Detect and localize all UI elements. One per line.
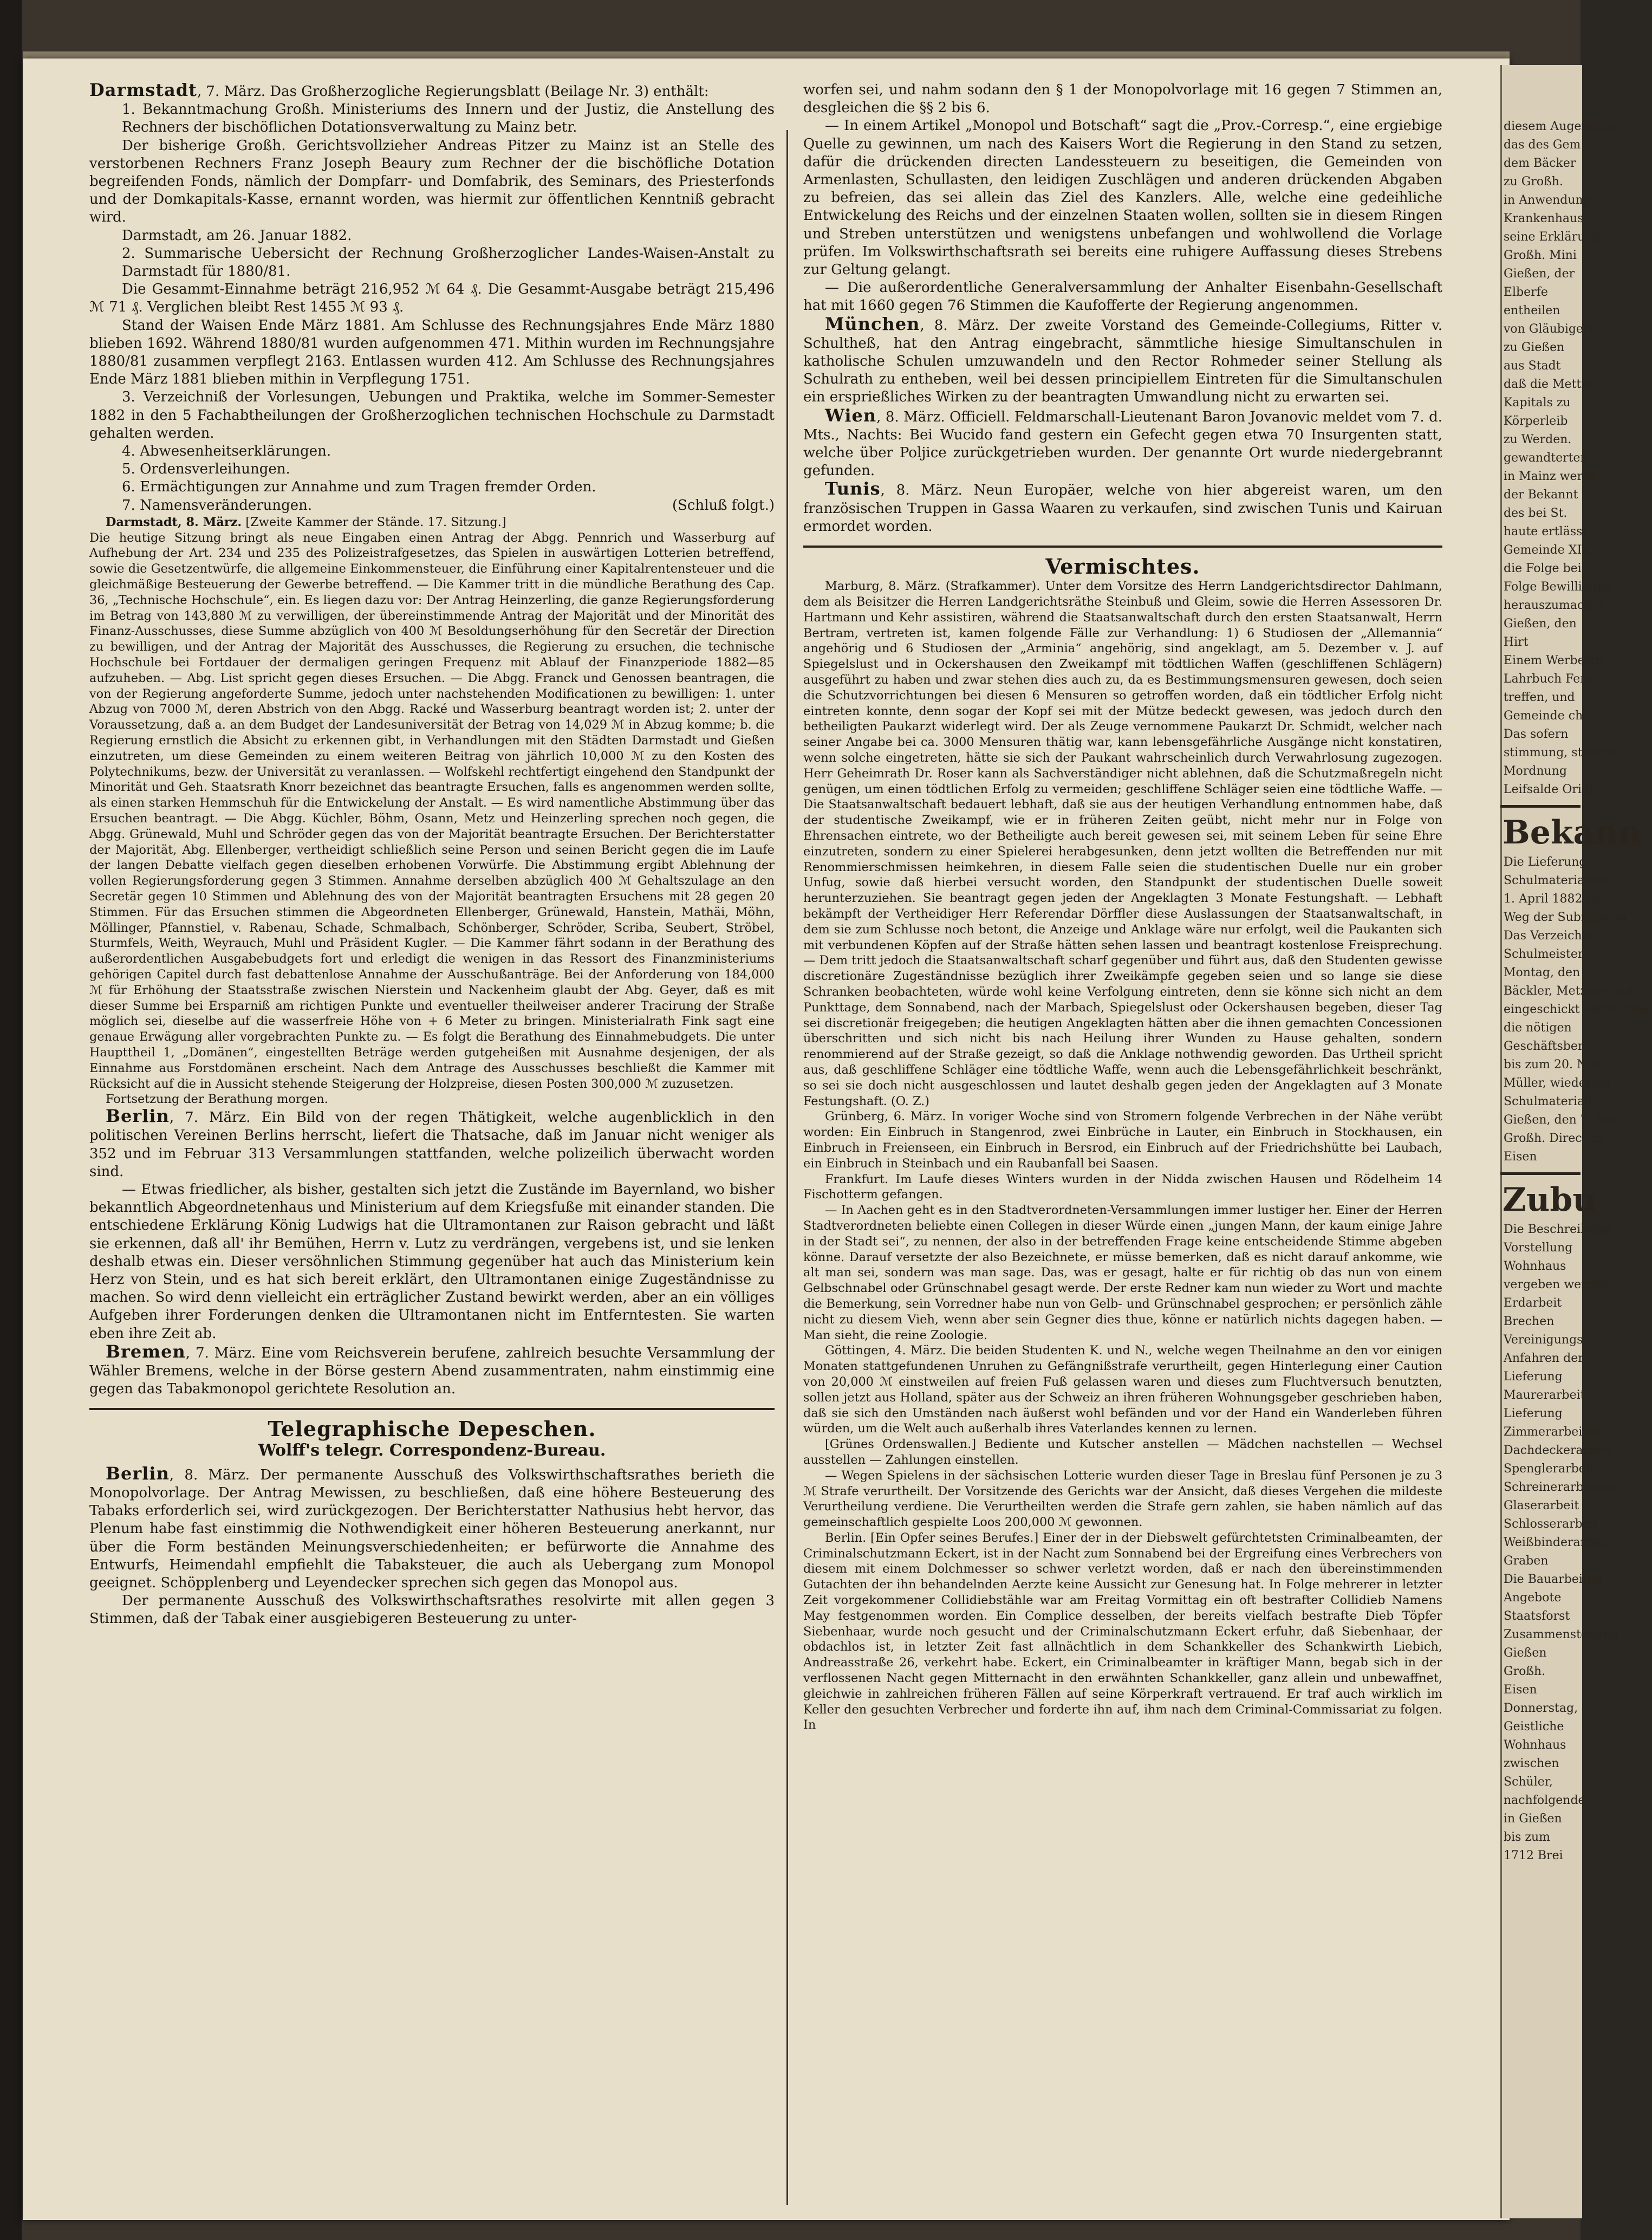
strip-fragment: Eisen [1504, 1683, 1537, 1697]
dateline-tunis: Tunis [825, 478, 881, 499]
telegraph-section-subtitle: Wolff's telegr. Correspondenz-Bureau. [258, 1440, 606, 1460]
article-text: , 7. März. Ein Bild von der regen Thätigkeit, welche augenblicklich in den politischen Vereinen Berlins herrscht, liefert die Thatsache, daß im Januar nicht weniger als 352 und im Februar 313 Versammlungen stattfanden, welche polizeilich überwacht worden sind. [89, 1109, 775, 1180]
strip-fragment: diesem Augenblick [1504, 120, 1618, 133]
strip-heading: Bekann [1503, 814, 1642, 852]
gazette-item: 1. Bekanntmachung Großh. Ministeriums des Innern und der Justiz, die Anstellung des Rechners der bischöflichen Dotationsverwaltung zu Mainz betr. [122, 101, 775, 136]
strip-rule [1500, 805, 1581, 808]
berlin-report [89, 1107, 775, 1181]
chamber-report-text: Die heutige Sitzung bringt als neue Eingaben einen Antrag der Abgg. Pennrich und Wasserburg auf Aufhebung der Art. 234 und 235 des Polizeistrafgesetzes, das Spielen in auswärtigen Lotterien betreffend, sowie die Gesetzentwürfe, die allgemeine Einkommensteuer, die Einführung einer Kapitalrentensteuer und die gleichmäßige Besteuerung der Gewerbe betreffend. — Die Kammer tritt in die mündliche Berathung des Cap. 36, „Technische Hochschule“, ein. Es liegen dazu vor: Der Antrag Heinzerling, die ganze Regierungsforderung im Betrag von 143,880 ℳ zu verwilligen, der übereinstimmende Antrag der Majorität und der Minorität des Finanz-Ausschusses, diese Summe abzüglich von 400 ℳ Besoldungserhöhung für den Secretär der Direction zu bewilligen, und der Antrag der Majorität des Ausschusses, die Regierung zu ersuchen, die technische Hochschule bei Fortdauer der dermaligen geringen Frequenz mit Ablauf der Finanzperiode 1882—85 aufzuheben. — Abg. List spricht gegen dieses Ersuchen. — Die Abgg. Franck und Genossen beantragen, die von der Regierung angeforderte Summe, jedoch unter nachstehenden Modificationen zu bewilligen: 1. unter Abzug von 7000 ℳ, deren Abstrich von den Abgg. Racké und Wasserburg beantragt worden ist; 2. unter der Voraussetzung, daß a. an dem Budget der Landesuniversität der Betrag von 14,029 ℳ in Abzug komme; b. die Regierung ernstlich die Absicht zu erkennen gibt, in Verhandlungen mit den Städten Darmstadt und Gießen einzutreten, um diese Gemeinden zu einem weiteren Beitrag von jährlich 10,000 ℳ zu den Kosten des Polytechnikums, bezw. der Universität zu veranlassen. — Wolfskehl rechtfertigt eingehend den Standpunkt der Minorität und Geh. Staatsrath Knorr bezeichnet das beantragte Ersuchen, falls es angenommen werden sollte, als einen starken Hemmschuh für die Entwickelung der Anstalt. — Es wird namentliche Abstimmung über das Ersuchen beantragt. — Die Abgg. Küchler, Böhm, Osann, Metz und Heinzerling sprechen noch gegen, die Abgg. Grünewald, Muhl und Schröder gegen das von der Majorität beantragte Ersuchen. Der Berichterstatter der Majorität, Abg. Ellenberger, vertheidigt schließlich seine Person und seinen Bericht gegen die im Laufe der langen Debatte vielfach gegen dieselben erhobenen Vorwürfe. Die Abstimmung ergibt Ablehnung der vollen Regierungsforderung gegen 3 Stimmen. Annahme derselben abzüglich 400 ℳ Gehaltszulage an den Secretär gegen 10 Stimmen und Ablehnung des von der Majorität beantragten Ersuchens mit 28 gegen 20 Stimmen. Für das Ersuchen stimmen die Abgeordneten Ellenberger, Grünewald, Hanstein, Mathäi, Möhn, Möllinger, Pfannstiel, v. Rabenau, Schade, Schmalbach, Schönberger, Schröder, Scriba, Seubert, Ströbel, Sturmfels, Weith, Weyrauch, Muhl und Präsident Kugler. — Die Kammer fährt sodann in der Berathung des außerordentlichen Ausgabebudgets fort und erledigt die wenigen in das Ressort des Finanzministeriums gehörigen Capitel durch fast debattenlose Annahme der Ausschußanträge. Bei der Anforderung von 184,000 ℳ für Erhöhung der Staatsstraße zwischen Nierstein und Nackenheim glaubt der Abg. Geyer, daß es mit dieser Summe bei Ersparniß am richtigen Punkte und eventueller theilweiser anderer Tracirung der Straße möglich sei, dieselbe auf die wasserfreie Höhe von + 6 Meter zu bringen. Ministerialrath Fink sagt eine genaue Erwägung aller vorgebrachten Punkte zu. — Es folgt die Berathung des Einnahmebudgets. Die unter Haupttheil 1, „Domänen“, eingestellten Beträge werden gutgeheißen mit Ausnahme desjenigen, der als Einnahme aus Forstdomänen erscheint. Nach dem Antrage des Ausschusses beschließt die Kammer mit Rücksicht auf die in Aussicht stehende Steigerung der Holzpreise, diesen Posten 300,000 ℳ zuzusetzen. [89, 530, 775, 1091]
gazette-item [122, 497, 775, 515]
strip-fragment: Die Beschreibung [1504, 1223, 1611, 1236]
strip-fragment: Maurerarbeit [1504, 1388, 1585, 1402]
adjacent-page-fragments [1500, 65, 1652, 2218]
strip-fragment: Zusammenstellung [1504, 1628, 1619, 1641]
wien-report [803, 407, 1442, 481]
strip-fragment: Zimmerarbeiten [1504, 1425, 1602, 1439]
goettingen-report: Göttingen, 4. März. Die beiden Studenten K. und N., welche wegen Theilnahme an den vor einigen Monaten stattgefundenen Unruhen zu Gefängnißstrafe verurtheilt, gegen Hinterlegung einer Caution von 20,000 ℳ einstweilen auf freien Fuß gelassen waren und dieses zum Fluchtversuch benutzten, sollen jetzt aus Holland, später aus der Schweiz an ihren früheren Wohnungsgeber geschrieben haben, daß sie sich den Umständen nach äußerst wohl befänden und vor der Hand ein Wanderleben führen würden, um die Welt auch außerhalb ihres Vaterlandes kennen zu lernen. [803, 1343, 1442, 1436]
strip-fragment: Geschäftsber [1504, 1040, 1584, 1053]
section-rule [803, 546, 1442, 548]
strip-rule [1500, 1172, 1581, 1175]
strip-fragment: das des Gem [1504, 138, 1581, 152]
article-text: , 8. März. Der zweite Vorstand des Gemeinde-Collegiums, Ritter v. Schultheß, hat den Antrag eingebracht, sämmtliche hiesige Simultanschulen in katholische Schulen umzuwandeln und den Rector Rohmeder seiner Stellung als Schulrath zu entheben, weil bei dessen principiellem Eintreten für die Simultanschulen ein ersprießliches Wirken zu der beantragten Umwandlung nicht zu erwarten sei. [803, 317, 1442, 406]
strip-fragment: Leifsalde Origi [1504, 783, 1594, 796]
binding-edge [0, 0, 22, 2240]
column-divider [786, 130, 788, 2205]
right-column [803, 81, 1442, 1733]
frankfurt-report: Frankfurt. Im Laufe dieses Winters wurden in der Nidda zwischen Hausen und Rödelheim 14 Fischotterm gefangen. [803, 1172, 1442, 1202]
strip-heading: Zubu [1503, 1181, 1596, 1219]
breslau-report: — Wegen Spielens in der sächsischen Lotterie wurden dieser Tage in Breslau fünf Personen je zu 3 ℳ Strafe verurtheilt. Der Vorsitzende des Gerichts war der Ansicht, daß dieses Vergehen die mildeste Verurtheilung verdiene. Die Verurtheilten werden die Strafe gern zahlen, sie haben nämlich auf das gemeinschaftlich gespielte Loos 200,000 ℳ gewonnen. [803, 1468, 1442, 1530]
strip-fragment: die Folge bei [1504, 562, 1582, 575]
strip-fragment: eingeschickt verzeichnis [1504, 1003, 1652, 1016]
ordenswallen-note: [Grünes Ordenswallen.] Bediente und Kutscher anstellen — Mädchen nachstellen — Wechsel ausstellen — Zahlungen einstellen. [803, 1437, 1442, 1467]
strip-fragment: des bei St. [1504, 507, 1568, 520]
chamber-session-title: [Zweite Kammer der Stände. 17. Sitzung.] [245, 515, 506, 529]
strip-fragment: Wohnhaus [1504, 1738, 1566, 1752]
strip-fragment: Montag, den [1504, 966, 1581, 979]
strip-fragment: stimmung, stammt [1504, 746, 1617, 759]
gazette-item: 4. Abwesenheitserklärungen. [122, 443, 331, 460]
left-column [89, 81, 775, 1628]
strip-fragment: Folge Bewilligung [1504, 580, 1613, 594]
strip-fragment: Die Bauarbeiten [1504, 1573, 1602, 1586]
telegraph-section-title: Telegraphische Depeschen. [268, 1417, 596, 1442]
dateline-wien: Wien [825, 405, 877, 426]
strip-fragment: Müller, wiederum [1504, 1076, 1611, 1090]
monopol-article: — In einem Artikel „Monopol und Botschaft“ sagt die „Prov.-Corresp.“, eine ergiebige Quelle zu gewinnen, um nach des Kaisers Wort die Regierung in den Stand zu setzen, dafür die drückenden directen Landessteuern zu beseitigen, die Gemeinden von Armenlasten, Schullasten, den leidigen Zuschlägen und anderen drückenden Abgaben zu befreien, das sei allein das Ziel des Kanzlers. Alle, welche eine gedeihliche Entwickelung des Reichs und der einzelnen Staaten wollen, sollten sie in diesem Ringen und Streben unterstützen und wenigstens unbefangen und wohlwollend die Vorlage prüfen. Im Volkswirthschaftsrath sei bereits eine ruhigere Auffassung dieses Strebens zur Geltung gelangt. [803, 118, 1442, 278]
strip-fragment: 1712 Brei [1504, 1849, 1563, 1862]
strip-fragment: 1. April 1882 ist [1504, 892, 1601, 906]
strip-fragment: Dachdeckerarbeit [1504, 1444, 1612, 1457]
chamber-report-footer: Fortsetzung der Berathung morgen. [106, 1092, 328, 1107]
strip-fragment: Gemeinde ch [1504, 709, 1583, 723]
chamber-report-header [89, 515, 775, 530]
strip-fragment: gewandterten [1504, 451, 1588, 465]
muenchen-report [803, 315, 1442, 407]
strip-fragment: Mordnung [1504, 764, 1567, 778]
strip-fragment: Hirt [1504, 635, 1529, 649]
strip-fragment: vergeben werden [1504, 1278, 1609, 1291]
strip-fragment: dem Bäcker [1504, 157, 1576, 170]
strip-fragment: Großh. Direction [1504, 1132, 1606, 1145]
strip-fragment: Gemeinde XIV. [1504, 543, 1592, 557]
strip-fragment: Großh. [1504, 1665, 1546, 1678]
strip-fragment: Schulmeistere [1504, 947, 1591, 961]
marburg-report: Marburg, 8. März. (Strafkammer). Unter dem Vorsitze des Herrn Landgerichtsdirector Dahlmann, dem als Beisitzer die Herren Landgerichtsräthe Steinbuß und Gleim, sowie die Herren Assessoren Dr. Hartmann und Kehr assistiren, während die Staatsanwaltschaft durch den ersten Staatsanwalt, Herrn Bertram, vertreten ist, kamen folgende Fälle zur Verhandlung: 1) 6 Studiosen der „Allemannia“ angehörig und 6 Studiosen der „Arminia“ angehörig, sind angeklagt, am 5. Dezember v. J. auf Spiegelslust und in Ockershausen den Zweikampf mit tödtlichen Waffen (geschliffenen Schlägern) ausgeführt zu haben und zwar stehen dies auch zu, da es Bestimmungsmensuren gewesen, doch seien die Schutzvorrichtungen bei diesen 6 Mensuren so getroffen worden, daß ein tödtlicher Erfolg nicht eintreten konnte, denn sogar der Kopf sei mit der Mütze bedeckt gewesen, was jedoch durch den betheiligten Paukarzt widerlegt wird. Der als Zeuge vernommene Paukarzt Dr. Schmidt, welcher nach seiner Angabe bei ca. 3000 Mensuren thätig war, kann lebensgefährliche Ausgänge nicht konstatiren, wenn solche eingetreten, hätte sie sich der Paukant wahrscheinlich durch Verwahrlosung zugezogen. Herr Geheimrath Dr. Roser kann als Sachverständiger nicht ablehnen, daß die Schutzmaßregeln nicht genügen, um einen tödtlichen Erfolg zu vermeiden; geschliffene Schläger seien eine tödtliche Waffe. — Die Staatsanwaltschaft bedauert lebhaft, daß sie aus der heutigen Verhandlung entnommen habe, daß der studentische Zweikampf, wie er in früheren Zeiten geübt, nicht mehr nur in Folge von Ehrensachen eintrete, wo der Betheiligte auch bereit gewesen sei, mit seinem Leben für seine Ehre einzutreten, sondern zu einer Spielerei herabgesunken, denn jetzt wollten die Betreffenden nur mit Renommierschmissen heimkehren, in diesem Falle seien die studentischen Duelle nur ein grober Unfug, sowie daß hierbei versucht worden, den Standpunkt der studentischen Duelle soweit herunterzuziehen. Sie beantragt gegen jeden der Angeklagten 3 Monate Festungshaft. — Lebhaft bekämpft der Vertheidiger Herr Referendar Dörffler diese Auslassungen der Staatsanwaltschaft, in dem sie zum Schlusse noch betont, die Anzeige und Anklage wäre nur erfolgt, weil die Paukanten sich mit verbundenen Köpfen auf der Straße hätten sehen lassen und beantragt kostenlose Freisprechung. — Dem tritt jedoch die Staatsanwaltschaft scharf gegenüber und führt aus, daß den Studenten gewisse discretionäre Zugeständnisse bezüglich ihrer Zweikämpfe gegeben seien und so lange sie diese Schranken beobachteten, würde wohl keine Verfolgung eintreten, denn sie könne sich nicht an dem Punkttage, dem Sonnabend, nach der Marbach, Spiegelslust oder Ockershausen begeben, dieser Tag sei discretionär freigegeben; die heutigen Angeklagten hätten aber die ihnen gemachten Concessionen überschritten und sich nicht bis nach Heilung ihrer Wunden zu Hause gehalten, sondern renommierend auf der Straße gezeigt, so daß die Anklage nothwendig geworden. Das Urtheil spricht aus, daß geschliffene Schläger eine tödtliche Waffe, wenn auch die Lebensgefährlichkeit beschränkt, so sei sie doch nicht ausgeschlossen und lautet deshalb gegen jeden der Angeklagten auf 3 Monate Festungshaft. (O. Z.) [803, 579, 1442, 1108]
strip-fragment: entheilen [1504, 304, 1560, 317]
strip-fragment: Graben [1504, 1554, 1549, 1568]
strip-fragment: zu Großh. [1504, 175, 1563, 189]
gruenberg-report: Grünberg, 6. März. In voriger Woche sind von Stromern folgende Verbrechen in der Nähe verübt worden: Ein Einbruch in Stangenrod, zwei Einbrüche in Lauter, ein Einbruch in Stockhausen, ein Einbruch in Freienseen, ein Einbruch in Bersrod, ein Einbruch auf der Friedrichshütte bei Laubach, ein Einbruch in Steinbach und ein Raubanfall bei Saasen. [803, 1109, 1442, 1171]
strip-fragment: Elberfe [1504, 285, 1548, 299]
strip-fragment: Weg der Submission [1504, 911, 1627, 924]
strip-fragment: haute ertlässt [1504, 525, 1588, 538]
strip-fragment: zu Gießen [1504, 341, 1565, 354]
gazette-item-text: 7. Namensveränderungen. [122, 497, 313, 514]
strip-fragment: Die Lieferung [1504, 855, 1587, 869]
gazette-item: 6. Ermächtigungen zur Annahme und zum Tragen fremder Orden. [122, 479, 596, 496]
article-text: , 8. März. Officiell. Feldmarschall-Lieutenant Baron Jovanovic meldet vom 7. d. Mts., Nachts: Bei Wucido fand gestern ein Gefecht gegen etwa 70 Insurgenten statt, welche über Poljice zurückgetrieben wurden. Der genannte Ort wurde niedergebrannt gefunden. [803, 408, 1442, 479]
section-rule [89, 1408, 775, 1410]
strip-fragment: in Gießen [1504, 1812, 1562, 1826]
strip-fragment: Spenglerarbeit [1504, 1462, 1595, 1476]
misc-articles [803, 579, 1442, 1733]
gazette-item: Der bisherige Großh. Gerichtsvollzieher Andreas Pitzer zu Mainz ist an Stelle des verstorbenen Rechners Franz Joseph Beaury zum Rechner der die bischöfliche Dotation begreifenden Fonds, nämlich der Dompfarr- und Domfabrik, des Seminars, des Priesterfonds und der Domkapitals-Kasse, ernannt worden, was hiermit zur öffentlichen Kenntniß gebracht wird. [89, 137, 775, 226]
strip-fragment: Krankenhaus [1504, 212, 1584, 225]
strip-fragment: Wohnhaus [1504, 1259, 1566, 1273]
strip-fragment: Lahrbuch Ferm [1504, 672, 1597, 686]
strip-fragment: Donnerstag, [1504, 1702, 1578, 1715]
strip-fragment: Angebote [1504, 1591, 1562, 1605]
strip-fragment: Gießen, der [1504, 267, 1575, 281]
strip-fragment: die nötigen [1504, 1021, 1572, 1035]
strip-fragment: Erdarbeit [1504, 1296, 1562, 1310]
gazette-items [89, 101, 775, 515]
strip-fragment: Schüler, [1504, 1775, 1553, 1789]
strip-fragment: in Anwendung [1504, 193, 1591, 207]
strip-fragment: Gießen, den [1504, 617, 1577, 631]
strip-fragment: der Bekannt [1504, 488, 1578, 502]
misc-section-title: Vermischtes. [1045, 554, 1200, 579]
strip-fragment: Anfahren der [1504, 1352, 1584, 1365]
strip-fragment: bis zum [1504, 1830, 1551, 1844]
strip-fragment: daß die Mettin [1504, 378, 1593, 391]
strip-fragment: Schulmateriali [1504, 1095, 1592, 1108]
dateline-bremen: Bremen [106, 1341, 186, 1362]
strip-fragment: Bäckler, Metzger und [1504, 984, 1634, 998]
strip-fragment: Gießen, den 7. Ma [1504, 1113, 1615, 1127]
gazette-item: Stand der Waisen Ende März 1881. Am Schlusse des Rechnungsjahres Ende März 1880 blieben 1692. Während 1880/81 wurden aufgenommen 471. Mithin wurden im Rechnungsjahre 1880/81 zusammen verpflegt 2163. Entlassen wurden 412. Am Schlusse des Rechnungsjahres Ende März 1881 blieben mithin in Verpflegung 1751. [89, 317, 775, 388]
dateline-berlin-telegraph: Berlin [106, 1463, 170, 1484]
gazette-item: Darmstadt, am 26. Januar 1882. [122, 227, 352, 244]
gazette-item: 2. Summarische Uebersicht der Rechnung Großherzoglicher Landes-Waisen-Anstalt zu Darmstadt für 1880/81. [122, 245, 775, 280]
gazette-item: Die Gesammt-Einnahme beträgt 216,952 ℳ 64 ₰. Die Gesammt-Ausgabe beträgt 215,496 ℳ 71 ₰. Verglichen bleibt Rest 1455 ℳ 93 ₰. [89, 281, 775, 316]
strip-fragment: Brechen [1504, 1315, 1555, 1328]
strip-fragment: Vereinigungs [1504, 1333, 1583, 1347]
aachen-report: — In Aachen geht es in den Stadtverordneten-Versammlungen immer lustiger her. Einer der Herren Stadtverordneten beliebte einen Collegen in dieser Würde einen „jungen Mann, der kaum einige Jahre in der Stadt sei“, zu nennen, der also in der betreffenden Frage keine entscheidende Stimme abgeben könne. Darauf versetzte der also Bezeichnete, er müsse bemerken, daß es nicht darauf ankomme, wie alt man sei, sondern was man sage. Das, was er gesagt, halte er für richtig ob das nun von einem Gelbschnabel oder Grünschnabel gesagt werde. Der erste Redner kam nun wieder zu Wort und machte die Bemerkung, sein Vorredner habe nun von Gelb- und Grünschnabel gesprochen; er persönlich zähle nicht zu diesem Vieh, wenn aber sein Gegner dies thue, könne er natürlich nichts dagegen haben. — Man sieht, die reine Zoologie. [803, 1203, 1442, 1342]
strip-fragment: Körperleib [1504, 414, 1568, 428]
gazette-item: 5. Ordensverleihungen. [122, 461, 290, 478]
tunis-report [803, 480, 1442, 536]
strip-fragment: nachfolgende [1504, 1794, 1585, 1807]
strip-fragment: treffen, und [1504, 691, 1575, 704]
strip-fragment: Lieferung [1504, 1407, 1563, 1420]
strip-fragment: Staatsforst [1504, 1609, 1570, 1623]
strip-fragment: zu Werden. [1504, 433, 1572, 446]
continued-note: (Schluß folgt.) [672, 497, 775, 514]
darmstadt-report-1 [89, 81, 775, 101]
strip-fragment: Eisen [1504, 1150, 1537, 1164]
darmstadt-report-2 [89, 515, 775, 1107]
strip-fragment: Schreinerarbeiten [1504, 1481, 1614, 1494]
strip-fragment: Einem Werbeich [1504, 654, 1603, 667]
strip-fragment: seine Erklärung [1504, 230, 1601, 244]
strip-fragment: Glaserarbeit [1504, 1499, 1579, 1512]
bavaria-report: — Etwas friedlicher, als bisher, gestalten sich jetzt die Zustände im Bayernland, wo bisher bekanntlich Abgeordnetenhaus und Ministerium auf dem Kriegsfuße mit einander standen. Die entschiedene Erklärung König Ludwigs hat die Ultramontanen zur Raison gebracht und läßt sie erkennen, daß all' ihr Bemühen, Herrn v. Lutz zu verdrängen, vergebens ist, und sie lenken deshalb etwas ein. Dieser versöhnlichen Stimmung gegenüber hat auch das Ministerium kein Herz von Stein, und es hat sich bereit erklärt, den Ultramontanen einige Zugeständnisse zu machen. So wird denn vielleicht ein erträglicher Zustand bewirkt werden, aber an ein völliges Aufgeben ihrer Forderungen denken die Ultramontanen nicht im Entferntesten. Sie warten eben ihre Zeit ab. [89, 1181, 775, 1342]
strip-fragment: Das Verzeichn [1504, 929, 1590, 943]
strip-fragment: zwischen [1504, 1757, 1559, 1770]
article-text: , 8. März. Der permanente Ausschuß des Volkswirthschaftsrathes berieth die Monopolvorlage. Der Antrag Mewissen, zu beschließen, daß eine höhere Besteuerung des Tabaks erforderlich sei, wird zurückgezogen. Der Berichterstatter Nathusius hebt hervor, das Plenum habe fast einstimmig die Nothwendigkeit einer höheren Besteuerung anerkannt, nur über die Form beständen Meinungsverschiedenheiten; er befürworte die Annahme des Entwurfs, Heimendahl empfiehlt die Tabaksteuer, die auch als Uebergang zum Monopol geeignet. Schöpplenberg und Leyendecker sprechen sich gegen das Monopol aus. [89, 1466, 775, 1592]
strip-fragment: bis zum 20. Nov [1504, 1058, 1601, 1072]
strip-fragment: Weißbinderarbeit [1504, 1536, 1610, 1549]
strip-fragment: von Gläubigern [1504, 322, 1597, 336]
dateline-muenchen: München [825, 313, 920, 334]
article-text: , 8. März. Neun Europäer, welche von hier abgereist waren, um den französischen Truppen in Gassa Waaren zu verkaufen, sind zwischen Tunis und Kairuan ermordet worden. [803, 482, 1442, 535]
telegraph-berlin [89, 1465, 775, 1592]
anhalt-railway: — Die außerordentliche Generalversammlung der Anhalter Eisenbahn-Gesellschaft hat mit 1660 gegen 76 Stimmen die Kaufofferte der Regierung angenommen. [803, 280, 1442, 314]
article-text: , 7. März. Eine vom Reichsverein berufene, zahlreich besuchte Versammlung der Wähler Bremens, welche in der Börse gestern Abend zusammentraten, nahm einstimmig eine gegen das Tabakmonopol gerichtete Resolution an. [89, 1345, 775, 1398]
continuation-text: worfen sei, und nahm sodann den § 1 der Monopolvorlage mit 16 gegen 7 Stimmen an, desgleichen die §§ 2 bis 6. [803, 82, 1442, 116]
dateline-darmstadt-2: Darmstadt, 8. März. [106, 515, 242, 529]
bremen-report [89, 1343, 775, 1399]
dateline-berlin: Berlin [106, 1106, 170, 1127]
gazette-item: 3. Verzeichniß der Vorlesungen, Uebungen und Praktika, welche im Sommer-Semester 1882 in den 5 Fachabtheilungen der Großherzoglichen technischen Hochschule zu Darmstadt gehalten werden. [89, 389, 775, 441]
article-text: , 7. März. Das Großherzogliche Regierungsblatt (Beilage Nr. 3) enthält: [197, 83, 709, 100]
telegraph-berlin-2: Der permanente Ausschuß des Volkswirthschaftsrathes resolvirte mit allen gegen 3 Stimmen, daß der Tabak einer ausgiebigeren Besteuerung zu unter- [89, 1593, 775, 1627]
strip-fragment: Vorstellung [1504, 1241, 1573, 1255]
berlin-crime-report: Berlin. [Ein Opfer seines Berufes.] Einer der in der Diebswelt gefürchtetsten Criminalbeamten, der Criminalschutzmann Eckert, ist in der Nacht zum Sonnabend bei der Ergreifung eines Verbrechers von diesem mit einem Dolchmesser so schwer verletzt worden, daß er nach den übereinstimmenden Gutachten der ihn behandelnden Aerzte keine Aussicht zur Genesung hat. In Folge mehrerer in letzter Zeit vorgekommener Collidiebstähle war am Freitag Vormittag ein oft bestrafter Collidieb Namens May festgenommen worden. Ein Complice desselben, der bereits vielfach bestrafte Dieb Töpfer Siebenhaar, wurde noch gesucht und der Criminalschutzmann Eckert erfuhr, daß Siebenhaar, der obdachlos ist, in letzter Zeit fast allnächtlich in dem Schankkeller des Schankwirth Liebich, Andreasstraße 26, verkehrt habe. Eckert, ein Criminalbeamter in kräftiger Mann, begab sich in der verflossenen Nacht gegen Mitternacht in den erwähnten Schankkeller, ganz allein und unbewaffnet, gleichwie in zahlreichen früheren Fällen auf seine Körperkraft vertrauend. Er traf auch wirklich im Keller den gesuchten Verbrecher und forderte ihn auf, ihm nach dem Criminal-Commissariat zu folgen. In [803, 1530, 1442, 1732]
strip-fragment: Schlosserarbeit [1504, 1517, 1598, 1531]
strip-fragment: herauszumachen [1504, 599, 1607, 612]
strip-fragment: Großh. Mini [1504, 249, 1577, 262]
strip-fragment: aus Stadt [1504, 359, 1561, 373]
strip-fragment: Kapitals zu [1504, 396, 1571, 410]
strip-fragment: Gießen [1504, 1646, 1547, 1660]
strip-fragment: in Mainz werde [1504, 470, 1598, 483]
strip-fragment: Geistliche [1504, 1720, 1564, 1733]
dateline-darmstadt: Darmstadt [89, 80, 197, 100]
strip-fragment: Schulmaterialien [1504, 874, 1607, 887]
strip-fragment: Lieferung [1504, 1370, 1563, 1384]
strip-fragment: Das sofern [1504, 728, 1569, 741]
